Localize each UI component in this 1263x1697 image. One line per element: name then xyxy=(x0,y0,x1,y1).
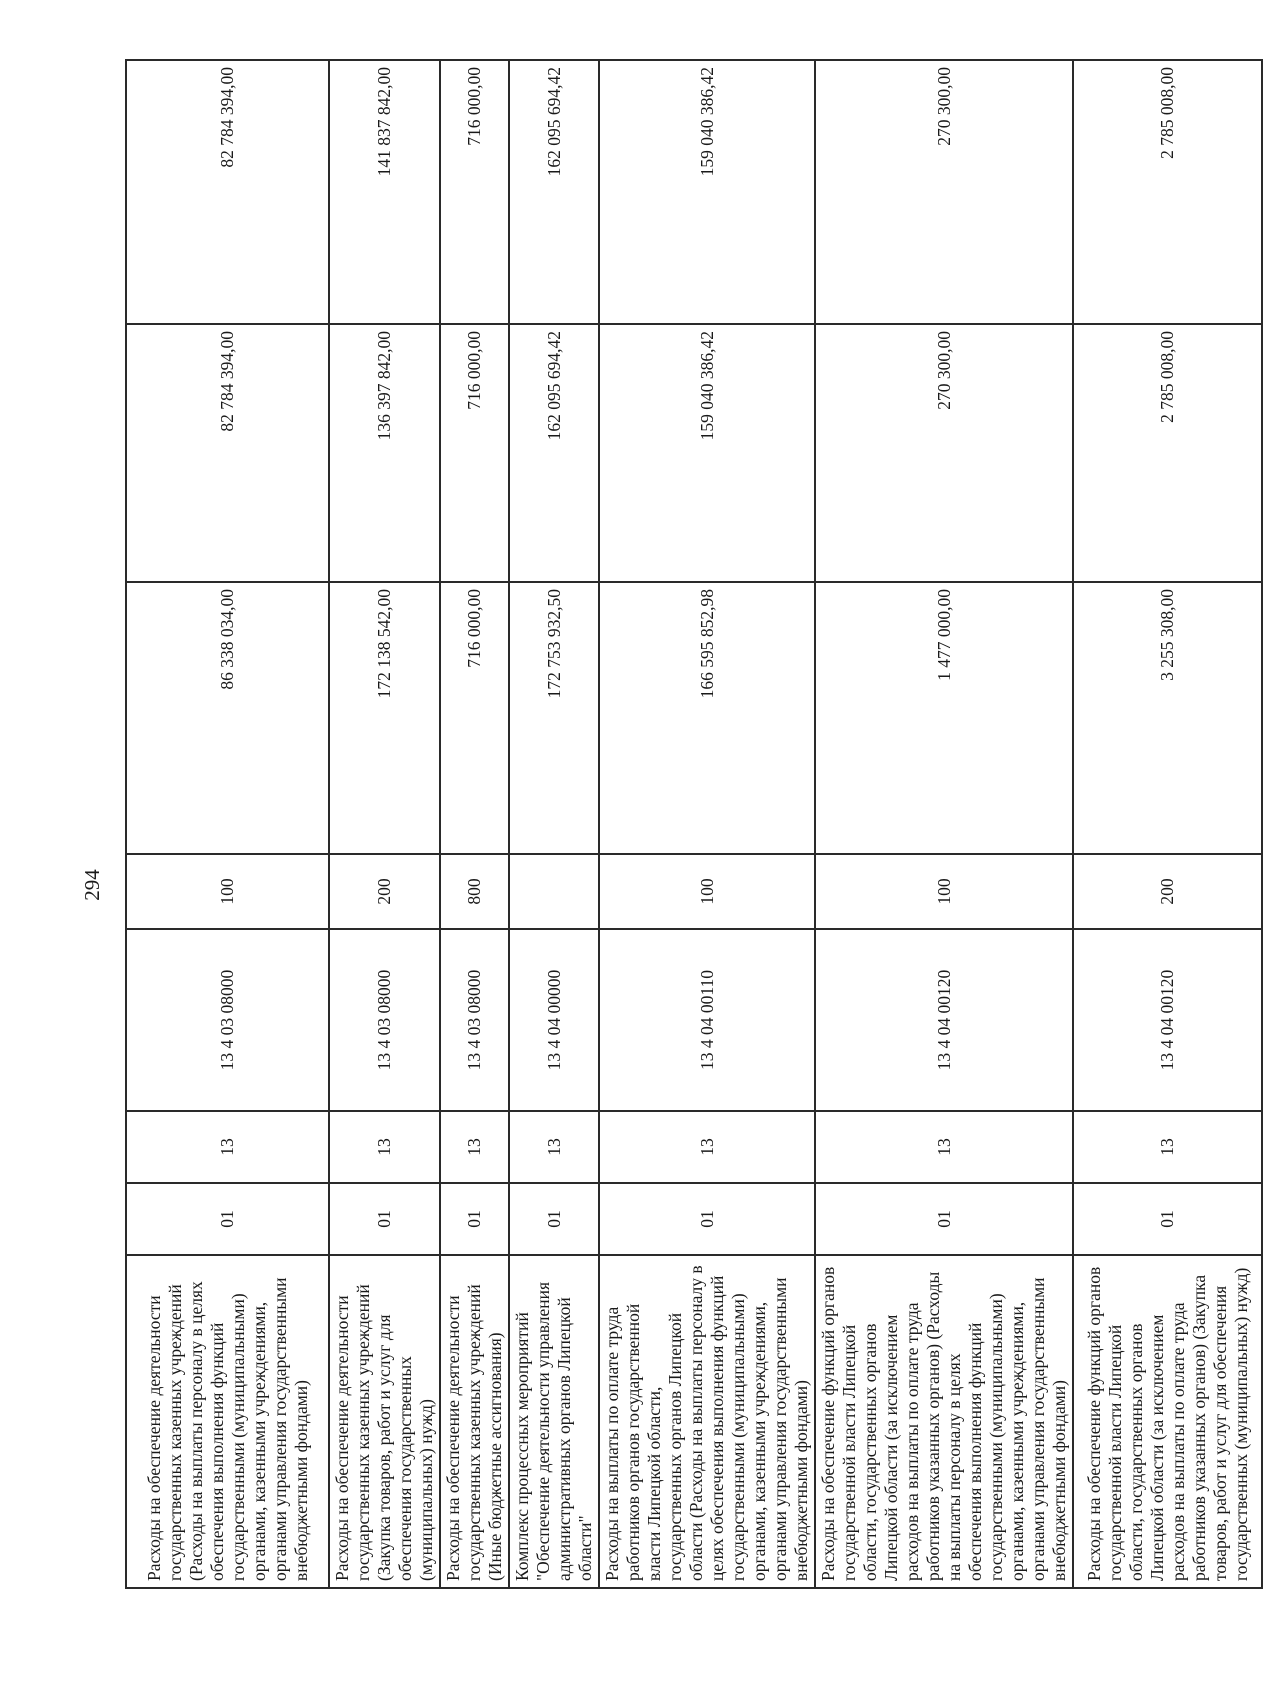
amount-year-1: 172 753 932,50 xyxy=(509,582,599,854)
table-row xyxy=(815,60,1073,1588)
target-article-code: 13 4 03 08000 xyxy=(126,929,329,1111)
expense-kind-code: 100 xyxy=(126,854,329,929)
amount-year-2: 136 397 842,00 xyxy=(329,324,440,582)
table-row xyxy=(599,60,815,1588)
amount-year-1: 3 255 308,00 xyxy=(1073,582,1262,854)
subsection-code: 13 xyxy=(329,1111,440,1183)
subsection-code: 13 xyxy=(509,1111,599,1183)
table-body xyxy=(126,60,1262,1588)
amount-year-1: 1 477 000,00 xyxy=(815,582,1073,854)
section-code: 01 xyxy=(329,1183,440,1255)
budget-table-container xyxy=(125,61,1251,1589)
amount-year-3: 270 300,00 xyxy=(815,60,1073,324)
table-row xyxy=(440,60,509,1588)
table-row xyxy=(1073,60,1262,1588)
amount-year-3: 82 784 394,00 xyxy=(126,60,329,324)
amount-year-2: 82 784 394,00 xyxy=(126,324,329,582)
amount-year-3: 162 095 694,42 xyxy=(509,60,599,324)
expense-kind-code: 200 xyxy=(1073,854,1262,929)
amount-year-3: 141 837 842,00 xyxy=(329,60,440,324)
section-code: 01 xyxy=(599,1183,815,1255)
amount-year-3: 716 000,00 xyxy=(440,60,509,324)
subsection-code: 13 xyxy=(126,1111,329,1183)
target-article-code: 13 4 03 08000 xyxy=(329,929,440,1111)
expense-kind-code: 800 xyxy=(440,854,509,929)
table-row xyxy=(126,60,329,1588)
target-article-code: 13 4 04 00120 xyxy=(815,929,1073,1111)
section-code: 01 xyxy=(440,1183,509,1255)
page-number: 294 xyxy=(80,869,104,901)
amount-year-1: 86 338 034,00 xyxy=(126,582,329,854)
target-article-code: 13 4 04 00110 xyxy=(599,929,815,1111)
amount-year-1: 716 000,00 xyxy=(440,582,509,854)
amount-year-2: 2 785 008,00 xyxy=(1073,324,1262,582)
amount-year-2: 159 040 386,42 xyxy=(599,324,815,582)
budget-table-rotated xyxy=(125,61,1251,1589)
row-description: Расходы на обеспечение деятельности государственных казенных учреждений (Закупка товаров, работ и услуг для обеспечения государственных (муниципальных) нужд) xyxy=(329,1255,440,1588)
row-description: Комплекс процессных мероприятий "Обеспечение деятельности управления административных органов Липецкой области" xyxy=(509,1255,599,1588)
subsection-code: 13 xyxy=(815,1111,1073,1183)
row-description: Расходы на обеспечение функций органов государственной власти Липецкой области, государственных органов Липецкой области (за исключением расходов на выплаты по оплате труда работников указанных органов) (Расходы на выплаты персоналу в целях обеспечения выполнения функций государственными (муниципальными) органами, казенными учреждениями, органами управления государственными внебюджетными фондами) xyxy=(815,1255,1073,1588)
amount-year-1: 166 595 852,98 xyxy=(599,582,815,854)
expense-kind-code: 100 xyxy=(599,854,815,929)
row-description: Расходы на обеспечение деятельности государственных казенных учреждений (Расходы на выплаты персоналу в целях обеспечения выполнения функций государственными (муниципальными) органами, казенными учреждениями, органами управления государственными внебюджетными фондами) xyxy=(126,1255,329,1588)
amount-year-2: 716 000,00 xyxy=(440,324,509,582)
target-article-code: 13 4 04 00120 xyxy=(1073,929,1262,1111)
table-row xyxy=(329,60,440,1588)
subsection-code: 13 xyxy=(440,1111,509,1183)
target-article-code: 13 4 04 00000 xyxy=(509,929,599,1111)
row-description: Расходы на обеспечение функций органов государственной власти Липецкой области, государственных органов Липецкой области (за исключением расходов на выплаты по оплате труда работников указанных органов) (Закупка товаров, работ и услуг для обеспечения государственных (муниципальных) нужд) xyxy=(1073,1255,1262,1588)
subsection-code: 13 xyxy=(1073,1111,1262,1183)
amount-year-1: 172 138 542,00 xyxy=(329,582,440,854)
amount-year-3: 2 785 008,00 xyxy=(1073,60,1262,324)
amount-year-3: 159 040 386,42 xyxy=(599,60,815,324)
budget-table xyxy=(125,59,1263,1589)
section-code: 01 xyxy=(126,1183,329,1255)
section-code: 01 xyxy=(1073,1183,1262,1255)
section-code: 01 xyxy=(815,1183,1073,1255)
row-description: Расходы на выплаты по оплате труда работников органов государственной власти Липецкой области, государственных органов Липецкой области (Расходы на выплаты персоналу в целях обеспечения выполнения функций государственными (муниципальными) органами, казенными учреждениями, органами управления государственными внебюджетными фондами) xyxy=(599,1255,815,1588)
target-article-code: 13 4 03 08000 xyxy=(440,929,509,1111)
section-code: 01 xyxy=(509,1183,599,1255)
subsection-code: 13 xyxy=(599,1111,815,1183)
expense-kind-code: 100 xyxy=(815,854,1073,929)
table-row xyxy=(509,60,599,1588)
expense-kind-code: 200 xyxy=(329,854,440,929)
amount-year-2: 270 300,00 xyxy=(815,324,1073,582)
row-description: Расходы на обеспечение деятельности государственных казенных учреждений (Иные бюджетные ассигнования) xyxy=(440,1255,509,1588)
expense-kind-code xyxy=(509,854,599,929)
amount-year-2: 162 095 694,42 xyxy=(509,324,599,582)
